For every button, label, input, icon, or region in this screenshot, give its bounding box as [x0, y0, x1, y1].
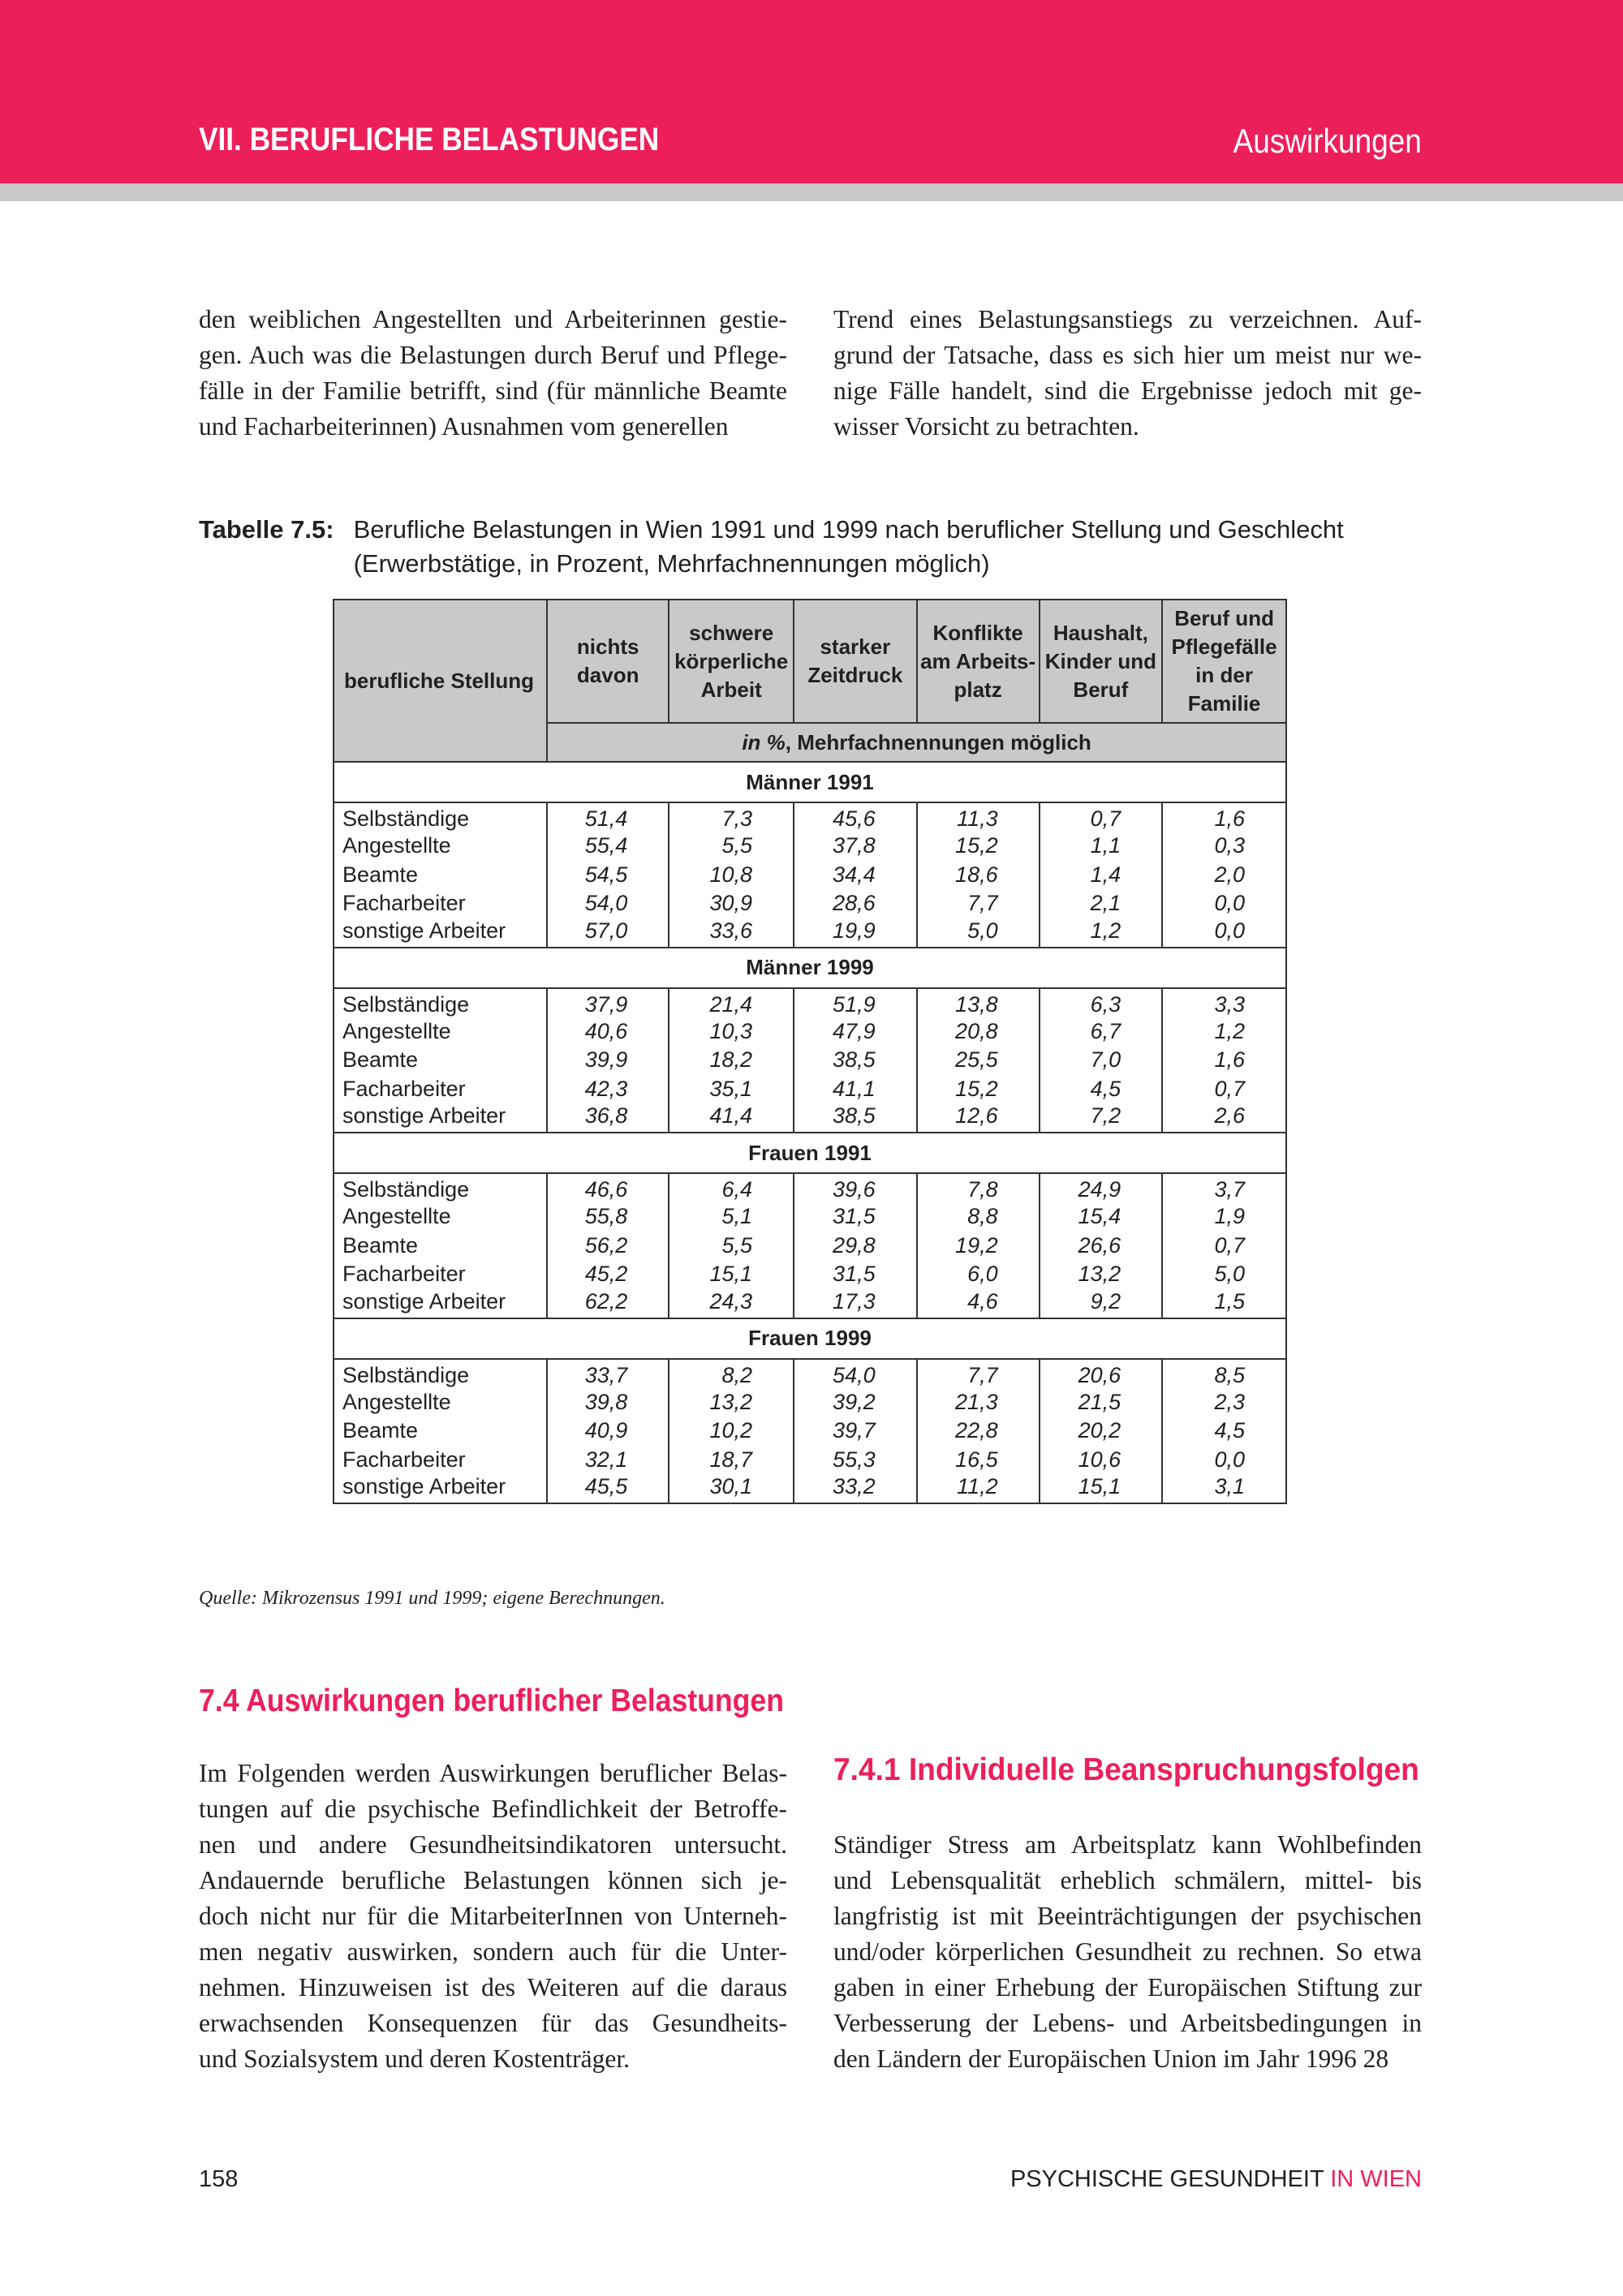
- cell-value: 19,2: [917, 1232, 1040, 1261]
- text-line: und/oder körperlichen Gesundheit zu rechnen. So etwa: [833, 1937, 1422, 1966]
- cell-value: 29,8: [794, 1232, 917, 1261]
- row-label: sonstige Arbeiter: [334, 1474, 547, 1503]
- cell-value: 8,5: [1162, 1359, 1286, 1388]
- cell-value: 8,8: [917, 1202, 1040, 1232]
- column-header-line: in der: [1195, 663, 1253, 687]
- text-line: gaben in einer Erhebung der Europäischen Stiftung zur: [833, 1973, 1422, 2001]
- unit-text: , Mehrfachnennungen möglich: [785, 729, 1091, 755]
- cell-value: 39,2: [794, 1388, 917, 1417]
- cell-value: 2,6: [1162, 1103, 1286, 1133]
- table-subtitle: (Erwerbstätige, in Prozent, Mehrfachnennungen möglich): [353, 549, 990, 578]
- page-number: 158: [199, 2166, 239, 2192]
- cell-value: 10,8: [669, 861, 794, 890]
- cell-value: 18,6: [917, 861, 1040, 890]
- cell-value: 0,3: [1162, 832, 1286, 861]
- cell-value: 20,8: [917, 1017, 1040, 1047]
- table-row: [334, 1388, 1286, 1417]
- text-line: tungen auf die psychische Befindlichkeit der Betroffe-: [199, 1795, 787, 1823]
- cell-value: 9,2: [1040, 1289, 1163, 1318]
- cell-value: 45,6: [794, 802, 917, 832]
- row-label: Facharbeiter: [334, 1446, 547, 1475]
- intro-left-column: [199, 302, 787, 445]
- cell-value: 30,9: [669, 889, 794, 918]
- column-header: [669, 600, 794, 723]
- cell-value: 7,2: [1040, 1103, 1163, 1133]
- row-label: Beamte: [334, 1046, 547, 1075]
- column-header-line: Familie: [1187, 691, 1261, 716]
- cell-value: 19,9: [794, 918, 917, 948]
- text-line: men negativ auswirken, sondern auch für die Unter-: [199, 1937, 787, 1966]
- group-header: Frauen 1991: [334, 1133, 1286, 1173]
- cell-value: 17,3: [794, 1289, 917, 1318]
- cell-value: 15,2: [917, 1075, 1040, 1104]
- cell-value: 40,9: [547, 1417, 669, 1446]
- cell-value: 62,2: [547, 1289, 669, 1318]
- cell-value: 21,3: [917, 1388, 1040, 1417]
- cell-value: 33,6: [669, 918, 794, 948]
- cell-value: 10,6: [1040, 1446, 1163, 1475]
- table-row: [334, 832, 1286, 861]
- table-row: [334, 1173, 1286, 1202]
- cell-value: 4,5: [1040, 1075, 1163, 1104]
- text-line: und Lebensqualität erheblich schmälern, mittel- bis: [833, 1866, 1422, 1894]
- group-header: Frauen 1999: [334, 1318, 1286, 1359]
- column-header-line: Beruf: [1073, 677, 1129, 702]
- chapter-title: VII. BERUFLICHE BELASTUNGEN: [199, 122, 660, 157]
- cell-value: 5,5: [669, 1232, 794, 1261]
- row-label: sonstige Arbeiter: [334, 918, 547, 948]
- header-strip: [0, 183, 1623, 201]
- section-right-column: [833, 1827, 1422, 2077]
- cell-value: 39,6: [794, 1173, 917, 1202]
- row-label: sonstige Arbeiter: [334, 1103, 547, 1133]
- cell-value: 1,4: [1040, 861, 1163, 890]
- column-header-line: Arbeit: [700, 677, 762, 702]
- table-source: Quelle: Mikrozensus 1991 und 1999; eigene Berechnungen.: [199, 1588, 665, 1609]
- text-line: wisser Vorsicht zu betrachten.: [833, 412, 1139, 441]
- cell-value: 1,6: [1162, 1046, 1286, 1075]
- cell-value: 26,6: [1040, 1232, 1163, 1261]
- cell-value: 7,7: [917, 889, 1040, 918]
- cell-value: 47,9: [794, 1017, 917, 1047]
- cell-value: 42,3: [547, 1075, 669, 1104]
- row-label: Selbständige: [334, 802, 547, 832]
- text-line: nen und andere Gesundheitsindikatoren untersucht.: [199, 1830, 787, 1859]
- table-row: [334, 1103, 1286, 1133]
- unit-row: [547, 723, 1286, 762]
- cell-value: 31,5: [794, 1260, 917, 1289]
- text-line: nehmen. Hinzuweisen ist des Weiteren auf die daraus: [199, 1973, 787, 2001]
- row-label: Facharbeiter: [334, 889, 547, 918]
- column-header-line: Zeitdruck: [807, 663, 903, 687]
- footer-title-main: PSYCHISCHE GESUNDHEIT: [1010, 2166, 1331, 2192]
- cell-value: 45,2: [547, 1260, 669, 1289]
- section-left-column: [199, 1756, 787, 2077]
- cell-value: 16,5: [917, 1446, 1040, 1475]
- cell-value: 7,3: [669, 802, 794, 832]
- cell-value: 15,4: [1040, 1202, 1163, 1232]
- row-label: Beamte: [334, 861, 547, 890]
- table-caption-text: [354, 513, 1424, 581]
- cell-value: 6,0: [917, 1260, 1040, 1289]
- section-label: Auswirkungen: [1233, 122, 1422, 160]
- text-line: grund der Tatsache, dass es sich hier um meist nur we-: [833, 341, 1422, 369]
- cell-value: 0,7: [1040, 802, 1163, 832]
- column-header-line: starker: [820, 634, 891, 659]
- column-header-line: nichts: [576, 634, 639, 659]
- cell-value: 39,7: [794, 1417, 917, 1446]
- cell-value: 2,0: [1162, 861, 1286, 890]
- footer-title: [1010, 2166, 1422, 2193]
- cell-value: 54,0: [547, 889, 669, 918]
- cell-value: 24,3: [669, 1289, 794, 1318]
- cell-value: 0,0: [1162, 918, 1286, 948]
- column-header-line: davon: [576, 663, 639, 687]
- column-header: [547, 600, 669, 723]
- cell-value: 57,0: [547, 918, 669, 948]
- cell-value: 36,8: [547, 1103, 669, 1133]
- row-label: Angestellte: [334, 1017, 547, 1047]
- cell-value: 5,0: [917, 918, 1040, 948]
- table-caption: [199, 513, 1424, 581]
- cell-value: 21,5: [1040, 1388, 1163, 1417]
- text-line: Trend eines Belastungsanstiegs zu verzeichnen. Auf-: [833, 305, 1422, 333]
- cell-value: 35,1: [669, 1075, 794, 1104]
- column-header: [1162, 600, 1286, 723]
- table-row: [334, 1046, 1286, 1075]
- cell-value: 1,2: [1162, 1017, 1286, 1047]
- text-line: langfristig ist mit Beeinträchtigungen der psychischen: [833, 1902, 1422, 1930]
- cell-value: 20,6: [1040, 1359, 1163, 1388]
- table-row: [334, 1359, 1286, 1388]
- column-header-line: Beruf und: [1174, 606, 1274, 630]
- text-line: nige Fälle handelt, sind die Ergebnisse jedoch mit ge-: [833, 376, 1422, 405]
- column-header: [794, 600, 917, 723]
- cell-value: 39,8: [547, 1388, 669, 1417]
- cell-value: 1,2: [1040, 918, 1163, 948]
- cell-value: 15,1: [1040, 1474, 1163, 1503]
- cell-value: 7,8: [917, 1173, 1040, 1202]
- cell-value: 10,2: [669, 1417, 794, 1446]
- cell-value: 37,9: [547, 988, 669, 1017]
- column-header-line: schwere: [689, 620, 774, 645]
- text-line: den Ländern der Europäischen Union im Jahr 1996 28: [833, 2044, 1389, 2073]
- cell-value: 40,6: [547, 1017, 669, 1047]
- cell-value: 54,0: [794, 1359, 917, 1388]
- section-heading: 7.4 Auswirkungen beruflicher Belastungen: [199, 1683, 784, 1718]
- table-row: [334, 1474, 1286, 1503]
- column-header-line: platz: [954, 677, 1002, 702]
- cell-value: 1,6: [1162, 802, 1286, 832]
- cell-value: 5,5: [669, 832, 794, 861]
- cell-value: 25,5: [917, 1046, 1040, 1075]
- column-header: [334, 600, 547, 762]
- text-line: fälle in der Familie betrifft, sind (für männliche Beamte: [199, 376, 787, 405]
- intro-right-column: [833, 302, 1422, 445]
- cell-value: 0,7: [1162, 1232, 1286, 1261]
- table-row: [334, 889, 1286, 918]
- cell-value: 1,5: [1162, 1289, 1286, 1318]
- cell-value: 5,0: [1162, 1260, 1286, 1289]
- cell-value: 55,8: [547, 1202, 669, 1232]
- column-header-line: Haushalt,: [1053, 620, 1148, 645]
- cell-value: 41,1: [794, 1075, 917, 1104]
- cell-value: 21,4: [669, 988, 794, 1017]
- cell-value: 15,2: [917, 832, 1040, 861]
- cell-value: 54,5: [547, 861, 669, 890]
- row-label: sonstige Arbeiter: [334, 1289, 547, 1318]
- column-header-line: Kinder und: [1044, 648, 1156, 673]
- column-header-line: berufliche Stellung: [344, 668, 535, 693]
- unit-italic: in %: [742, 729, 786, 755]
- cell-value: 13,2: [1040, 1260, 1163, 1289]
- column-header: [917, 600, 1040, 723]
- cell-value: 2,1: [1040, 889, 1163, 918]
- table-row: [334, 1202, 1286, 1232]
- table-row: [334, 802, 1286, 832]
- footer-title-accent: IN WIEN: [1330, 2166, 1422, 2192]
- text-line: Im Folgenden werden Auswirkungen beruflicher Belas-: [199, 1759, 787, 1787]
- table-row: [334, 1017, 1286, 1047]
- row-label: Beamte: [334, 1232, 547, 1261]
- data-table: [333, 599, 1287, 1504]
- cell-value: 15,1: [669, 1260, 794, 1289]
- table-row: [334, 1075, 1286, 1104]
- cell-value: 55,4: [547, 832, 669, 861]
- cell-value: 51,4: [547, 802, 669, 832]
- column-header-line: Konflikte: [932, 620, 1023, 645]
- cell-value: 39,9: [547, 1046, 669, 1075]
- cell-value: 32,1: [547, 1446, 669, 1475]
- cell-value: 55,3: [794, 1446, 917, 1475]
- text-line: Ständiger Stress am Arbeitsplatz kann Wohlbefinden: [833, 1830, 1422, 1859]
- table-row: [334, 1260, 1286, 1289]
- cell-value: 0,7: [1162, 1075, 1286, 1104]
- cell-value: 3,7: [1162, 1173, 1286, 1202]
- cell-value: 7,7: [917, 1359, 1040, 1388]
- table-row: [334, 1417, 1286, 1446]
- cell-value: 12,6: [917, 1103, 1040, 1133]
- column-header-line: körperliche: [674, 648, 789, 673]
- cell-value: 13,8: [917, 988, 1040, 1017]
- cell-value: 28,6: [794, 889, 917, 918]
- cell-value: 0,0: [1162, 1446, 1286, 1475]
- cell-value: 0,0: [1162, 889, 1286, 918]
- cell-value: 1,1: [1040, 832, 1163, 861]
- cell-value: 6,3: [1040, 988, 1163, 1017]
- cell-value: 3,3: [1162, 988, 1286, 1017]
- cell-value: 6,4: [669, 1173, 794, 1202]
- text-line: und Facharbeiterinnen) Ausnahmen vom generellen: [199, 412, 729, 441]
- row-label: Angestellte: [334, 832, 547, 861]
- cell-value: 3,1: [1162, 1474, 1286, 1503]
- group-header: Männer 1999: [334, 948, 1286, 988]
- cell-value: 30,1: [669, 1474, 794, 1503]
- table-row: [334, 861, 1286, 890]
- table-row: [334, 1289, 1286, 1318]
- text-line: Andauernde berufliche Belastungen können sich je-: [199, 1866, 787, 1894]
- cell-value: 31,5: [794, 1202, 917, 1232]
- cell-value: 33,2: [794, 1474, 917, 1503]
- table-row: [334, 988, 1286, 1017]
- column-header: [1040, 600, 1163, 723]
- cell-value: 6,7: [1040, 1017, 1163, 1047]
- cell-value: 38,5: [794, 1046, 917, 1075]
- table-row: [334, 1446, 1286, 1475]
- text-line: gen. Auch was die Belastungen durch Beruf und Pflege-: [199, 341, 787, 369]
- cell-value: 37,8: [794, 832, 917, 861]
- row-label: Selbständige: [334, 1359, 547, 1388]
- row-label: Angestellte: [334, 1388, 547, 1417]
- cell-value: 18,2: [669, 1046, 794, 1075]
- row-label: Angestellte: [334, 1202, 547, 1232]
- cell-value: 45,5: [547, 1474, 669, 1503]
- cell-value: 10,3: [669, 1017, 794, 1047]
- column-header-line: Pflegefälle: [1171, 634, 1277, 659]
- cell-value: 24,9: [1040, 1173, 1163, 1202]
- cell-value: 46,6: [547, 1173, 669, 1202]
- cell-value: 4,5: [1162, 1417, 1286, 1446]
- cell-value: 22,8: [917, 1417, 1040, 1446]
- row-label: Facharbeiter: [334, 1075, 547, 1104]
- cell-value: 4,6: [917, 1289, 1040, 1318]
- row-label: Selbständige: [334, 1173, 547, 1202]
- cell-value: 18,7: [669, 1446, 794, 1475]
- text-line: erwachsenden Konsequenzen für das Gesundheits-: [199, 2009, 787, 2037]
- cell-value: 7,0: [1040, 1046, 1163, 1075]
- cell-value: 5,1: [669, 1202, 794, 1232]
- cell-value: 38,5: [794, 1103, 917, 1133]
- cell-value: 34,4: [794, 861, 917, 890]
- cell-value: 20,2: [1040, 1417, 1163, 1446]
- table-row: [334, 918, 1286, 948]
- column-header-line: am Arbeits-: [920, 648, 1036, 673]
- cell-value: 11,2: [917, 1474, 1040, 1503]
- group-header: Männer 1991: [334, 762, 1286, 802]
- text-line: und Sozialsystem und deren Kostenträger.: [199, 2044, 631, 2073]
- cell-value: 8,2: [669, 1359, 794, 1388]
- row-label: Selbständige: [334, 988, 547, 1017]
- subsection-heading: 7.4.1 Individuelle Beanspruchungsfolgen: [833, 1752, 1419, 1787]
- cell-value: 41,4: [669, 1103, 794, 1133]
- text-line: den weiblichen Angestellten und Arbeiterinnen gestie-: [199, 305, 787, 333]
- cell-value: 13,2: [669, 1388, 794, 1417]
- cell-value: 56,2: [547, 1232, 669, 1261]
- cell-value: 11,3: [917, 802, 1040, 832]
- text-line: Verbesserung der Lebens- und Arbeitsbedingungen in: [833, 2009, 1422, 2037]
- cell-value: 2,3: [1162, 1388, 1286, 1417]
- row-label: Facharbeiter: [334, 1260, 547, 1289]
- row-label: Beamte: [334, 1417, 547, 1446]
- table-label: Tabelle 7.5:: [199, 515, 334, 544]
- text-line: doch nicht nur für die MitarbeiterInnen von Unterneh-: [199, 1902, 787, 1930]
- table-row: [334, 1232, 1286, 1261]
- table-title: Berufliche Belastungen in Wien 1991 und 1999 nach beruflicher Stellung und Geschlecht: [353, 515, 1344, 544]
- cell-value: 51,9: [794, 988, 917, 1017]
- cell-value: 33,7: [547, 1359, 669, 1388]
- cell-value: 1,9: [1162, 1202, 1286, 1232]
